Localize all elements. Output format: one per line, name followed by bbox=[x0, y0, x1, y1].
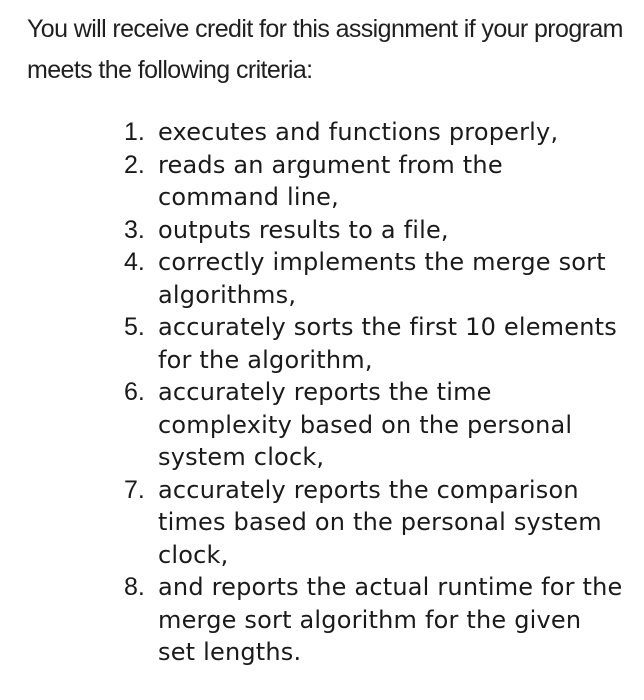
criteria-item-text: executes and functions properly, bbox=[158, 118, 559, 146]
criteria-item-number: 3. bbox=[124, 215, 145, 244]
criteria-item-number: 4. bbox=[124, 248, 145, 276]
criteria-item-number: 2. bbox=[124, 150, 145, 179]
criteria-item bbox=[124, 571, 624, 669]
criteria-item bbox=[124, 116, 624, 149]
criteria-item-text: accurately sorts the first 10 elements for the algorithm, bbox=[158, 313, 617, 374]
criteria-item bbox=[124, 311, 624, 376]
criteria-item bbox=[124, 246, 624, 311]
criteria-list bbox=[124, 116, 624, 669]
criteria-item-number: 7. bbox=[124, 475, 145, 504]
criteria-item-number: 8. bbox=[124, 573, 145, 601]
criteria-item-text: accurately reports the comparison times based on the personal system clock, bbox=[158, 475, 602, 569]
intro-paragraph: You will receive credit for this assignment if your program meets the following criteria: bbox=[27, 15, 623, 84]
criteria-item-number: 5. bbox=[124, 313, 145, 341]
criteria-item bbox=[124, 376, 624, 474]
criteria-item-text: correctly implements the merge sort algorithms, bbox=[158, 248, 606, 309]
criteria-item-text: outputs results to a file, bbox=[158, 215, 449, 244]
criteria-item-number: 6. bbox=[124, 378, 145, 406]
criteria-item-text: reads an argument from the command line, bbox=[158, 150, 503, 211]
criteria-item bbox=[124, 214, 624, 247]
criteria-item bbox=[124, 149, 624, 214]
criteria-item bbox=[124, 474, 624, 572]
criteria-item-number: 1. bbox=[124, 118, 145, 146]
criteria-item-text: and reports the actual runtime for the merge sort algorithm for the given set lengths. bbox=[158, 573, 623, 666]
criteria-item-text: accurately reports the time complexity based on the personal system clock, bbox=[158, 378, 573, 471]
